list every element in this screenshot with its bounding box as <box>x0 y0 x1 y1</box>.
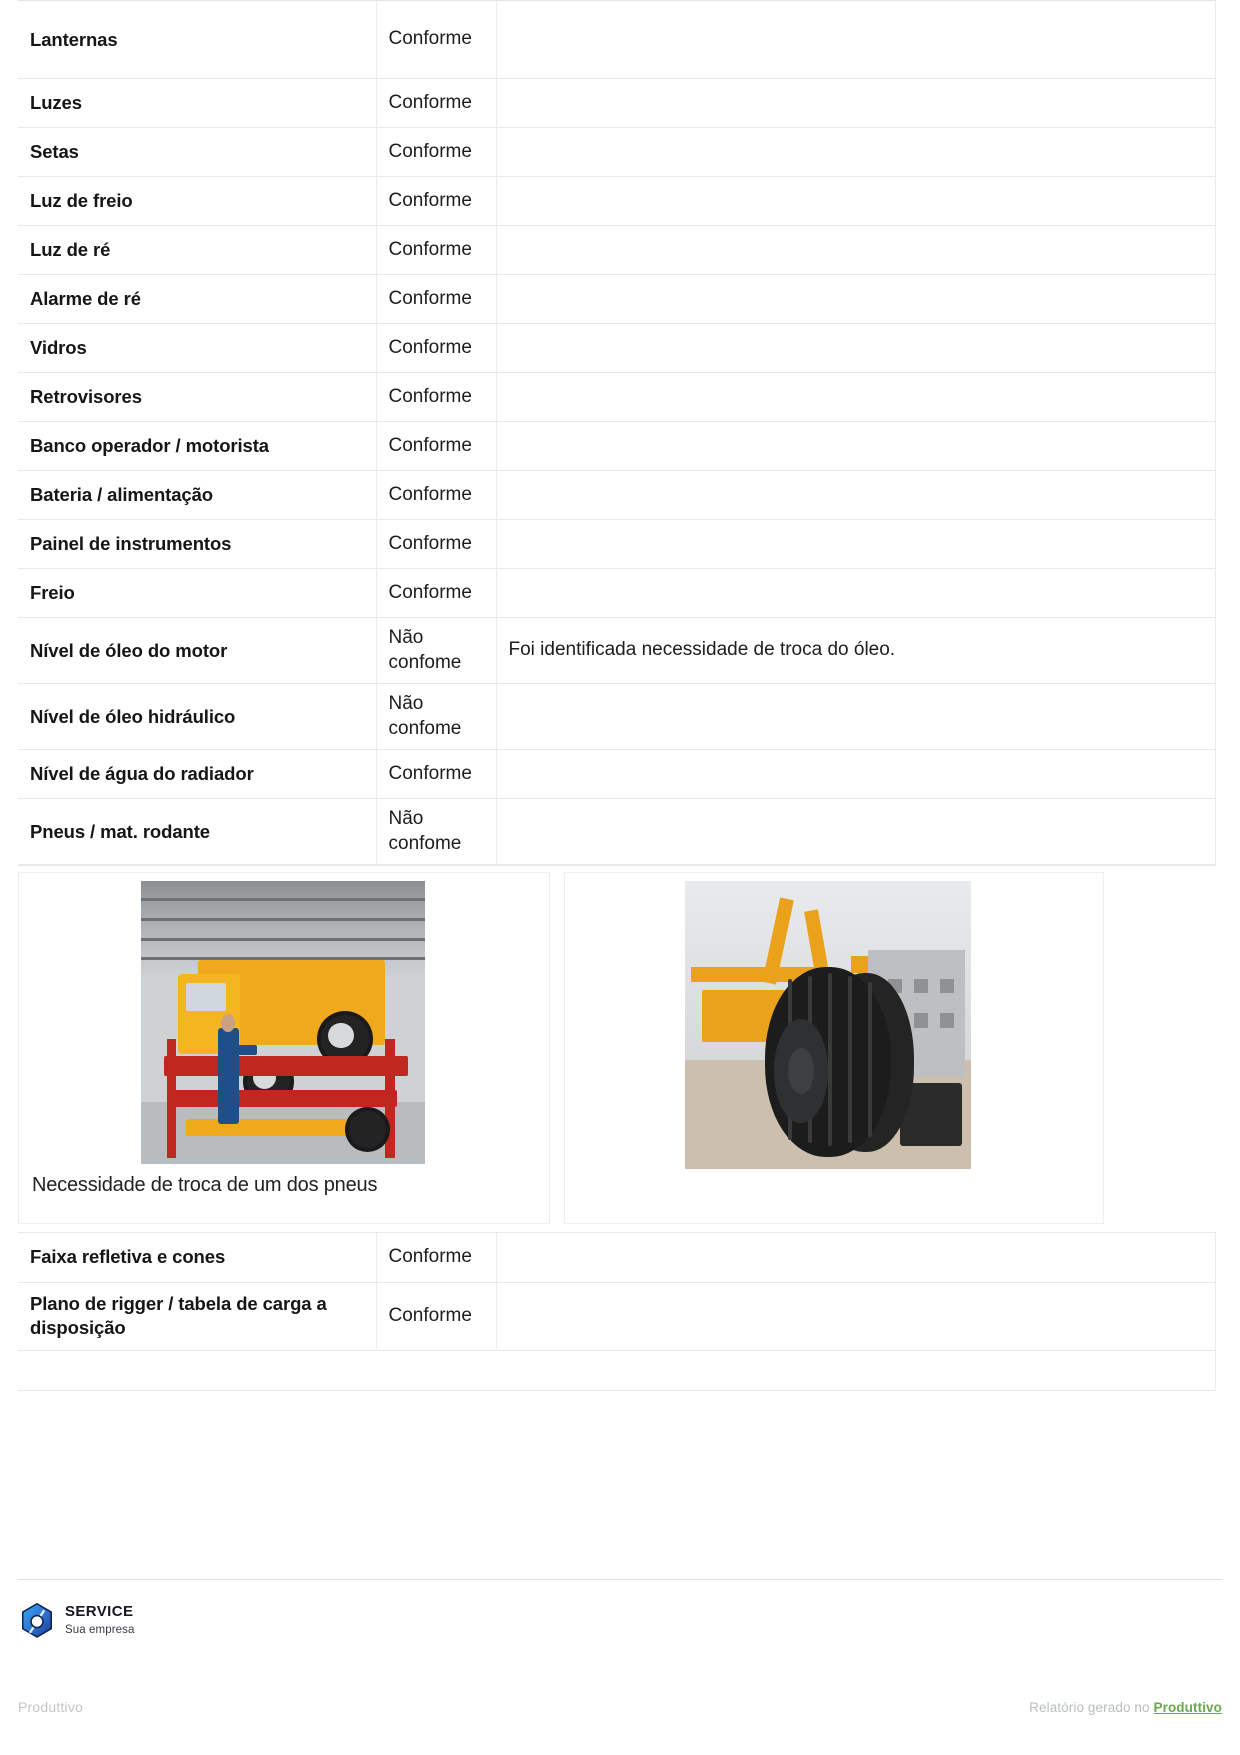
checklist-observation <box>496 520 1216 569</box>
photo-evidence-block <box>18 865 1216 1233</box>
checklist-status: Conforme <box>376 422 496 471</box>
checklist-observation <box>496 750 1216 799</box>
photo-card-left[interactable] <box>18 872 550 1224</box>
checklist-row <box>18 684 1216 750</box>
checklist-observation <box>496 422 1216 471</box>
checklist-item-label: Lanternas <box>18 1 376 79</box>
checklist-status: Conforme <box>376 520 496 569</box>
checklist-row <box>18 422 1216 471</box>
checklist-status: Conforme <box>376 373 496 422</box>
checklist-status: Conforme <box>376 1233 496 1282</box>
checklist-row <box>18 324 1216 373</box>
checklist-row <box>18 373 1216 422</box>
checklist-item-label: Luz de freio <box>18 177 376 226</box>
checklist-row <box>18 79 1216 128</box>
checklist-item-label: Freio <box>18 569 376 618</box>
checklist-item-label: Vidros <box>18 324 376 373</box>
photo-left-caption: Necessidade de troca de um dos pneus <box>32 1174 378 1196</box>
checklist-row <box>18 177 1216 226</box>
checklist-observation <box>496 373 1216 422</box>
checklist-item-label: Nível de óleo do motor <box>18 618 376 684</box>
checklist-observation <box>496 799 1216 865</box>
brand-name: SERVICE <box>65 1603 134 1621</box>
checklist-status: Não confome <box>376 799 496 865</box>
checklist-observation <box>496 1282 1216 1350</box>
checklist-observation: Foi identificada necessidade de troca do óleo. <box>496 618 1216 684</box>
checklist-row <box>18 520 1216 569</box>
footer-generated-prefix: Relatório gerado no <box>1029 1700 1154 1715</box>
checklist-status: Conforme <box>376 79 496 128</box>
checklist-item-label: Banco operador / motorista <box>18 422 376 471</box>
produttivo-link[interactable]: Produttivo <box>1153 1700 1222 1715</box>
checklist-status: Conforme <box>376 177 496 226</box>
checklist-row <box>18 128 1216 177</box>
checklist-observation <box>496 177 1216 226</box>
checklist-row <box>18 1 1216 79</box>
checklist-row <box>18 1233 1216 1282</box>
checklist-status: Conforme <box>376 226 496 275</box>
checklist-observation <box>496 1 1216 79</box>
checklist-trailing-row <box>18 1351 1216 1391</box>
footer-generated-by <box>1029 1700 1222 1715</box>
checklist-table-bottom <box>18 1233 1216 1351</box>
checklist-observation <box>496 275 1216 324</box>
company-logo <box>18 1602 135 1640</box>
checklist-status: Conforme <box>376 750 496 799</box>
checklist-item-label: Painel de instrumentos <box>18 520 376 569</box>
checklist-observation <box>496 684 1216 750</box>
checklist-status: Conforme <box>376 569 496 618</box>
photo-left-image[interactable] <box>141 881 425 1164</box>
checklist-observation <box>496 226 1216 275</box>
checklist-status: Conforme <box>376 128 496 177</box>
checklist-row <box>18 1282 1216 1350</box>
checklist-observation <box>496 79 1216 128</box>
checklist-row <box>18 618 1216 684</box>
checklist-status: Conforme <box>376 471 496 520</box>
checklist-row <box>18 471 1216 520</box>
checklist-observation <box>496 471 1216 520</box>
checklist-item-label: Nível de água do radiador <box>18 750 376 799</box>
checklist-observation <box>496 128 1216 177</box>
checklist-status: Conforme <box>376 1282 496 1350</box>
page-footer <box>18 1579 1222 1755</box>
checklist-item-label: Pneus / mat. rodante <box>18 799 376 865</box>
checklist-item-label: Luz de ré <box>18 226 376 275</box>
checklist-observation <box>496 1233 1216 1282</box>
checklist-status: Conforme <box>376 324 496 373</box>
service-hexagon-icon <box>18 1602 56 1640</box>
checklist-item-label: Plano de rigger / tabela de carga a disposição <box>18 1282 376 1350</box>
checklist-status: Não confome <box>376 618 496 684</box>
checklist-row <box>18 799 1216 865</box>
checklist-status: Conforme <box>376 275 496 324</box>
checklist-row <box>18 750 1216 799</box>
checklist-status: Conforme <box>376 1 496 79</box>
checklist-item-label: Bateria / alimentação <box>18 471 376 520</box>
checklist-item-label: Luzes <box>18 79 376 128</box>
checklist-observation <box>496 324 1216 373</box>
checklist-item-label: Faixa refletiva e cones <box>18 1233 376 1282</box>
checklist-observation <box>496 569 1216 618</box>
brand-subtitle: Sua empresa <box>65 1624 135 1636</box>
checklist-item-label: Retrovisores <box>18 373 376 422</box>
checklist-item-label: Alarme de ré <box>18 275 376 324</box>
checklist-item-label: Nível de óleo hidráulico <box>18 684 376 750</box>
checklist-item-label: Setas <box>18 128 376 177</box>
checklist-status: Não confome <box>376 684 496 750</box>
checklist-row <box>18 226 1216 275</box>
photo-card-right[interactable] <box>564 872 1104 1224</box>
footer-watermark: Produttivo <box>18 1699 84 1715</box>
checklist-row <box>18 569 1216 618</box>
checklist-table-top <box>18 0 1216 865</box>
checklist-row <box>18 275 1216 324</box>
photo-right-image[interactable] <box>685 881 971 1169</box>
